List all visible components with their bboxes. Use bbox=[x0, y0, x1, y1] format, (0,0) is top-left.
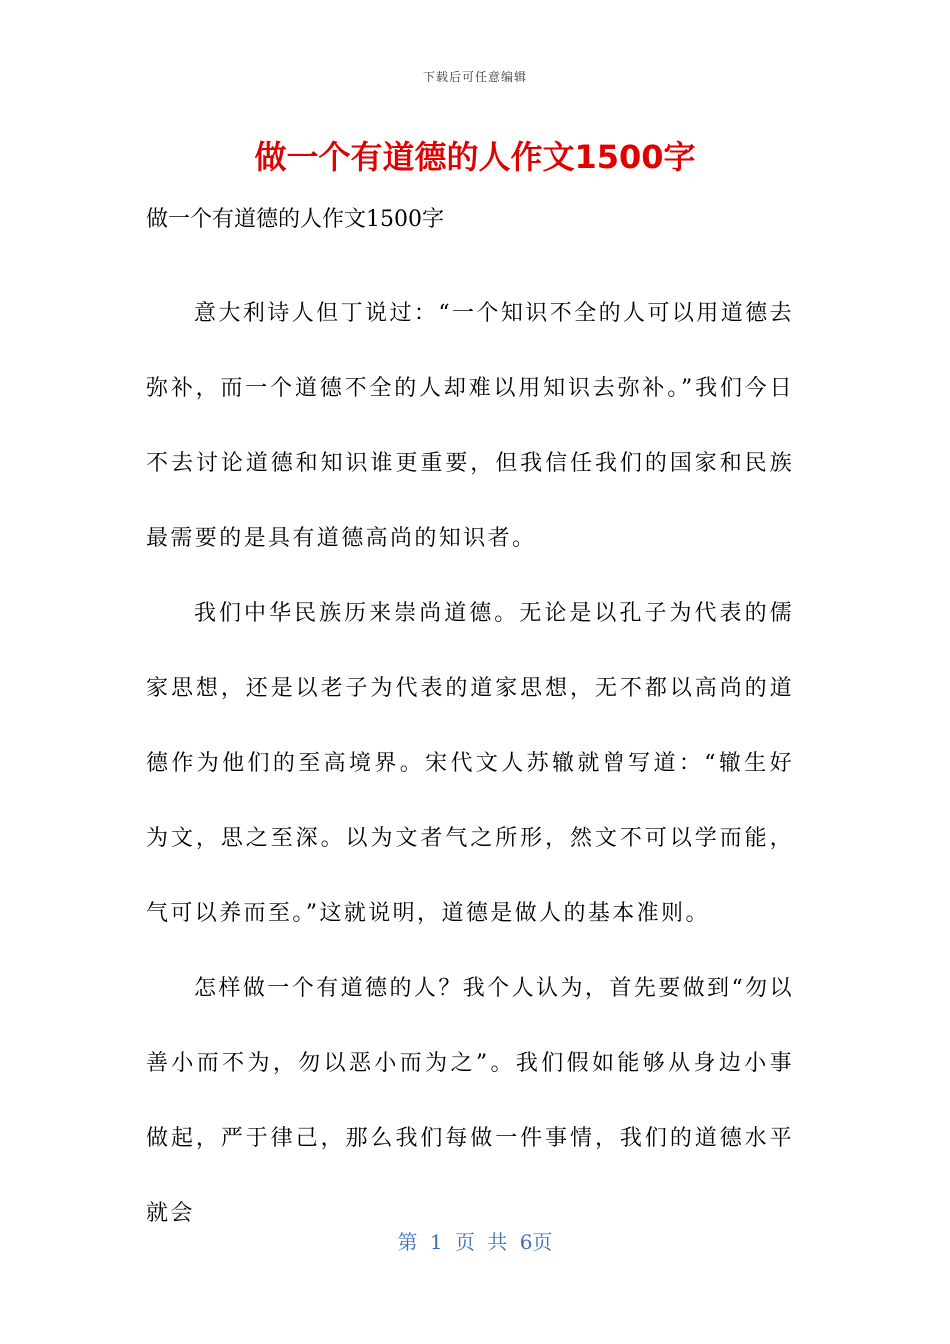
paragraph: 我们中华民族历来崇尚道德。无论是以孔子为代表的儒家思想，还是以老子为代表的道家思想，无不都以高尚的道德作为他们的至高境界。宋代文人苏辙就曾写道：“辙生好为文，思之至深。以为文者气之所形，然文不可以学而能，气可以养而至。”这就说明，道德是做人的基本准则。 bbox=[146, 601, 794, 926]
paragraph: 意大利诗人但丁说过：“一个知识不全的人可以用道德去弥补，而一个道德不全的人却难以用知识去弥补。”我们今日不去讨论道德和知识谁更重要，但我信任我们的国家和民族最需要的是具有道德高尚的知识者。 bbox=[146, 301, 794, 551]
paragraph: 怎样做一个有道德的人？我个人认为，首先要做到“勿以善小而不为，勿以恶小而为之”。我们假如能够从身边小事做起，严于律己，那么我们每做一件事情，我们的道德水平就会 bbox=[146, 976, 794, 1226]
document-subtitle: 做一个有道德的人作文1500字 bbox=[146, 207, 444, 232]
page-number-footer: 第 1 页 共 6页 bbox=[397, 1230, 553, 1254]
document-body bbox=[146, 276, 794, 1251]
header-note: 下载后可任意编辑 bbox=[422, 70, 527, 84]
document-title: 做一个有道德的人作文1500字 bbox=[254, 138, 696, 176]
